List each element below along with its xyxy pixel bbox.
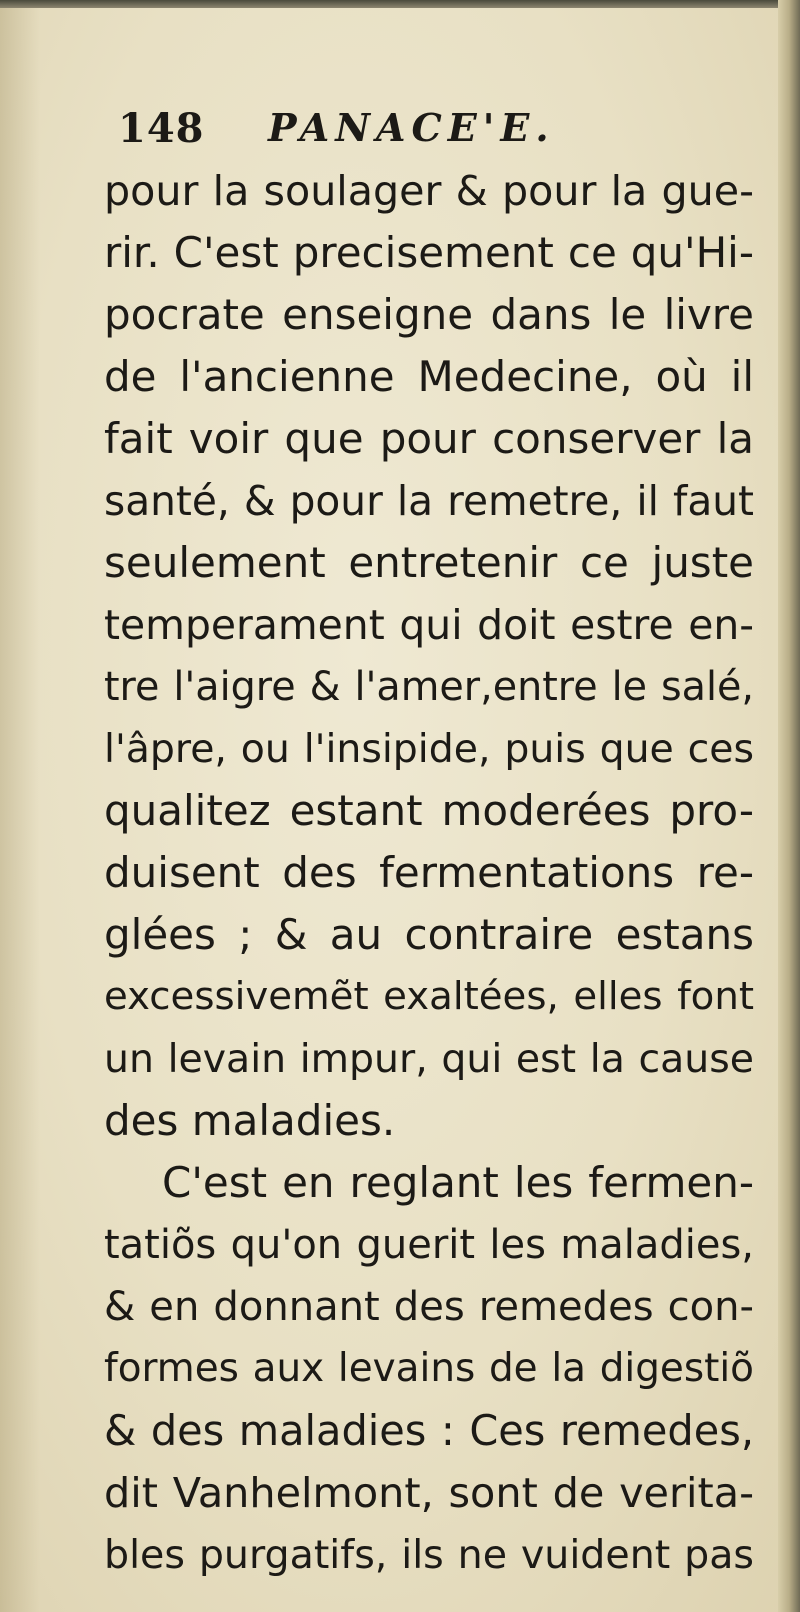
page-number: 148 bbox=[118, 105, 205, 152]
page-top-edge bbox=[0, 0, 800, 8]
text-line: des maladies. bbox=[104, 1096, 396, 1145]
running-title: PANACE'E. bbox=[268, 105, 555, 150]
text-line: pour la soulager & pour la gue- bbox=[104, 167, 754, 215]
text-line: rir. C'est precisement ce qu'Hi- bbox=[104, 228, 754, 277]
text-line: fait voir que pour conserver la bbox=[104, 414, 754, 463]
text-line: dit Vanhelmont, sont de verita- bbox=[104, 1469, 754, 1517]
text-line: santé, & pour la remetre, il faut bbox=[104, 477, 754, 525]
text-line: seulement entretenir ce juste bbox=[104, 538, 754, 587]
gutter-shadow bbox=[0, 0, 40, 1612]
text-line: un levain impur, qui est la cause bbox=[104, 1036, 754, 1082]
text-line: l'âpre, ou l'insipide, puis que ces bbox=[104, 726, 754, 772]
text-line: pocrate enseigne dans le livre bbox=[104, 290, 754, 339]
text-line: temperament qui doit estre en- bbox=[104, 601, 754, 649]
text-line: de l'ancienne Medecine, où il bbox=[104, 352, 754, 401]
text-line: & en donnant des remedes con- bbox=[104, 1284, 754, 1330]
page-right-edge bbox=[778, 0, 800, 1612]
text-line: duisent des fermentations re- bbox=[104, 848, 754, 897]
text-line: C'est en reglant les fermen- bbox=[162, 1158, 754, 1207]
text-line: tre l'aigre & l'amer,entre le salé, bbox=[104, 664, 754, 710]
text-line: excessivemẽt exaltées, elles font bbox=[104, 974, 754, 1019]
text-line: bles purgatifs, ils ne vuident pas bbox=[104, 1532, 754, 1578]
text-line: & des maladies : Ces remedes, bbox=[104, 1407, 754, 1455]
text-line: glées ; & au contraire estans bbox=[104, 910, 754, 959]
text-line: formes aux levains de la digestiõ bbox=[104, 1346, 754, 1391]
body-text bbox=[104, 160, 754, 1586]
text-line: qualitez estant moderées pro- bbox=[104, 786, 754, 835]
text-line: tatiõs qu'on guerit les maladies, bbox=[104, 1222, 754, 1268]
